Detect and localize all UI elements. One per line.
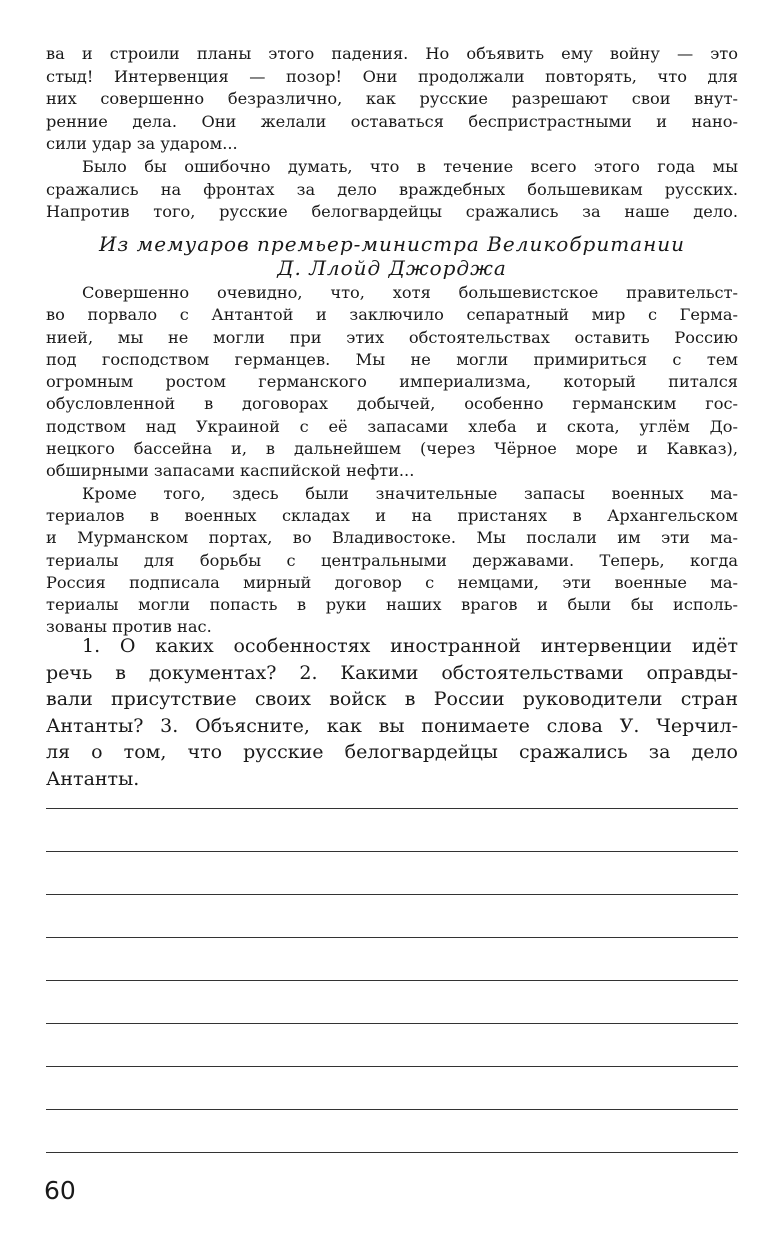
section-heading: [46, 232, 738, 280]
answer-line[interactable]: [46, 851, 738, 852]
heading-line-1: Из мемуаров премьер-министра Великобритании: [98, 232, 686, 256]
answer-line[interactable]: [46, 980, 738, 981]
text-line: ренние дела. Они желали оставаться беспристрастными и нано-: [46, 111, 738, 131]
text-line: подством над Украиной с её запасами хлеба и скота, углём До-: [46, 416, 738, 436]
answer-line[interactable]: [46, 937, 738, 938]
text-line: сражались на фронтах за дело враждебных большевикам русских.: [46, 179, 738, 199]
question-line: речь в документах? 2. Какими обстоятельствами оправды-: [46, 661, 738, 684]
heading-line-2: Д. Ллойд Джорджа: [277, 256, 507, 280]
text-line: под господством германцев. Мы не могли примириться с тем: [46, 349, 738, 369]
text-line: Напротив того, русские белогвардейцы сражались за наше дело.: [46, 202, 738, 222]
question-line: Антанты.: [46, 767, 140, 790]
lloyd-george-memoir-text: [46, 282, 738, 639]
answer-line[interactable]: [46, 1109, 738, 1110]
text-line: зованы против нас.: [46, 617, 212, 637]
text-line: них совершенно безразлично, как русские разрешают свои внут-: [46, 89, 738, 109]
text-line: обусловленной в договорах добычей, особенно германским гос-: [46, 394, 738, 414]
text-line: и Мурманском портах, во Владивостоке. Мы послали им эти ма-: [46, 528, 738, 548]
question-line: вали присутствие своих войск в России руководители стран: [46, 688, 738, 710]
text-line: Кроме того, здесь были значительные запасы военных ма-: [82, 483, 738, 503]
answer-line[interactable]: [46, 894, 738, 895]
question-line: ля о том, что русские белогвардейцы сражались за дело: [46, 741, 738, 763]
text-line: огромным ростом германского империализма, который питался: [46, 372, 738, 392]
text-line: Было бы ошибочно думать, что в течение всего этого года мы: [82, 156, 738, 176]
text-line: во порвало с Антантой и заключило сепаратный мир с Герма-: [46, 305, 738, 325]
answer-line[interactable]: [46, 1023, 738, 1024]
answer-line[interactable]: [46, 1152, 738, 1153]
text-line: сили удар за ударом...: [46, 134, 238, 154]
answer-line[interactable]: [46, 808, 738, 809]
text-line: обширными запасами каспийской нефти...: [46, 461, 415, 481]
text-line: стыд! Интервенция — позор! Они продолжали повторять, что для: [46, 66, 738, 86]
question-line: 1. О каких особенностях иностранной интервенции идёт: [82, 635, 738, 657]
text-line: Россия подписала мирный договор с немцами, эти военные ма-: [46, 572, 738, 592]
page-number: 60: [44, 1176, 76, 1205]
answer-line[interactable]: [46, 1066, 738, 1067]
text-line: Совершенно очевидно, что, хотя большевистское правительст-: [82, 283, 738, 302]
churchill-quote-text: [46, 43, 738, 224]
text-line: териалы для борьбы с центральными державами. Теперь, когда: [46, 550, 738, 570]
questions-block: [46, 633, 738, 792]
question-line: Антанты? 3. Объясните, как вы понимаете слова У. Черчил-: [46, 714, 738, 737]
text-line: нецкого бассейна и, в дальнейшем (через Чёрное море и Кавказ),: [46, 439, 738, 459]
text-line: териалов в военных складах и на пристанях в Архангельском: [46, 505, 738, 525]
text-line: нией, мы не могли при этих обстоятельствах оставить Россию: [46, 327, 738, 347]
text-line: ва и строили планы этого падения. Но объявить ему войну — это: [46, 44, 738, 63]
text-line: териалы могли попасть в руки наших врагов и были бы исполь-: [46, 595, 738, 615]
